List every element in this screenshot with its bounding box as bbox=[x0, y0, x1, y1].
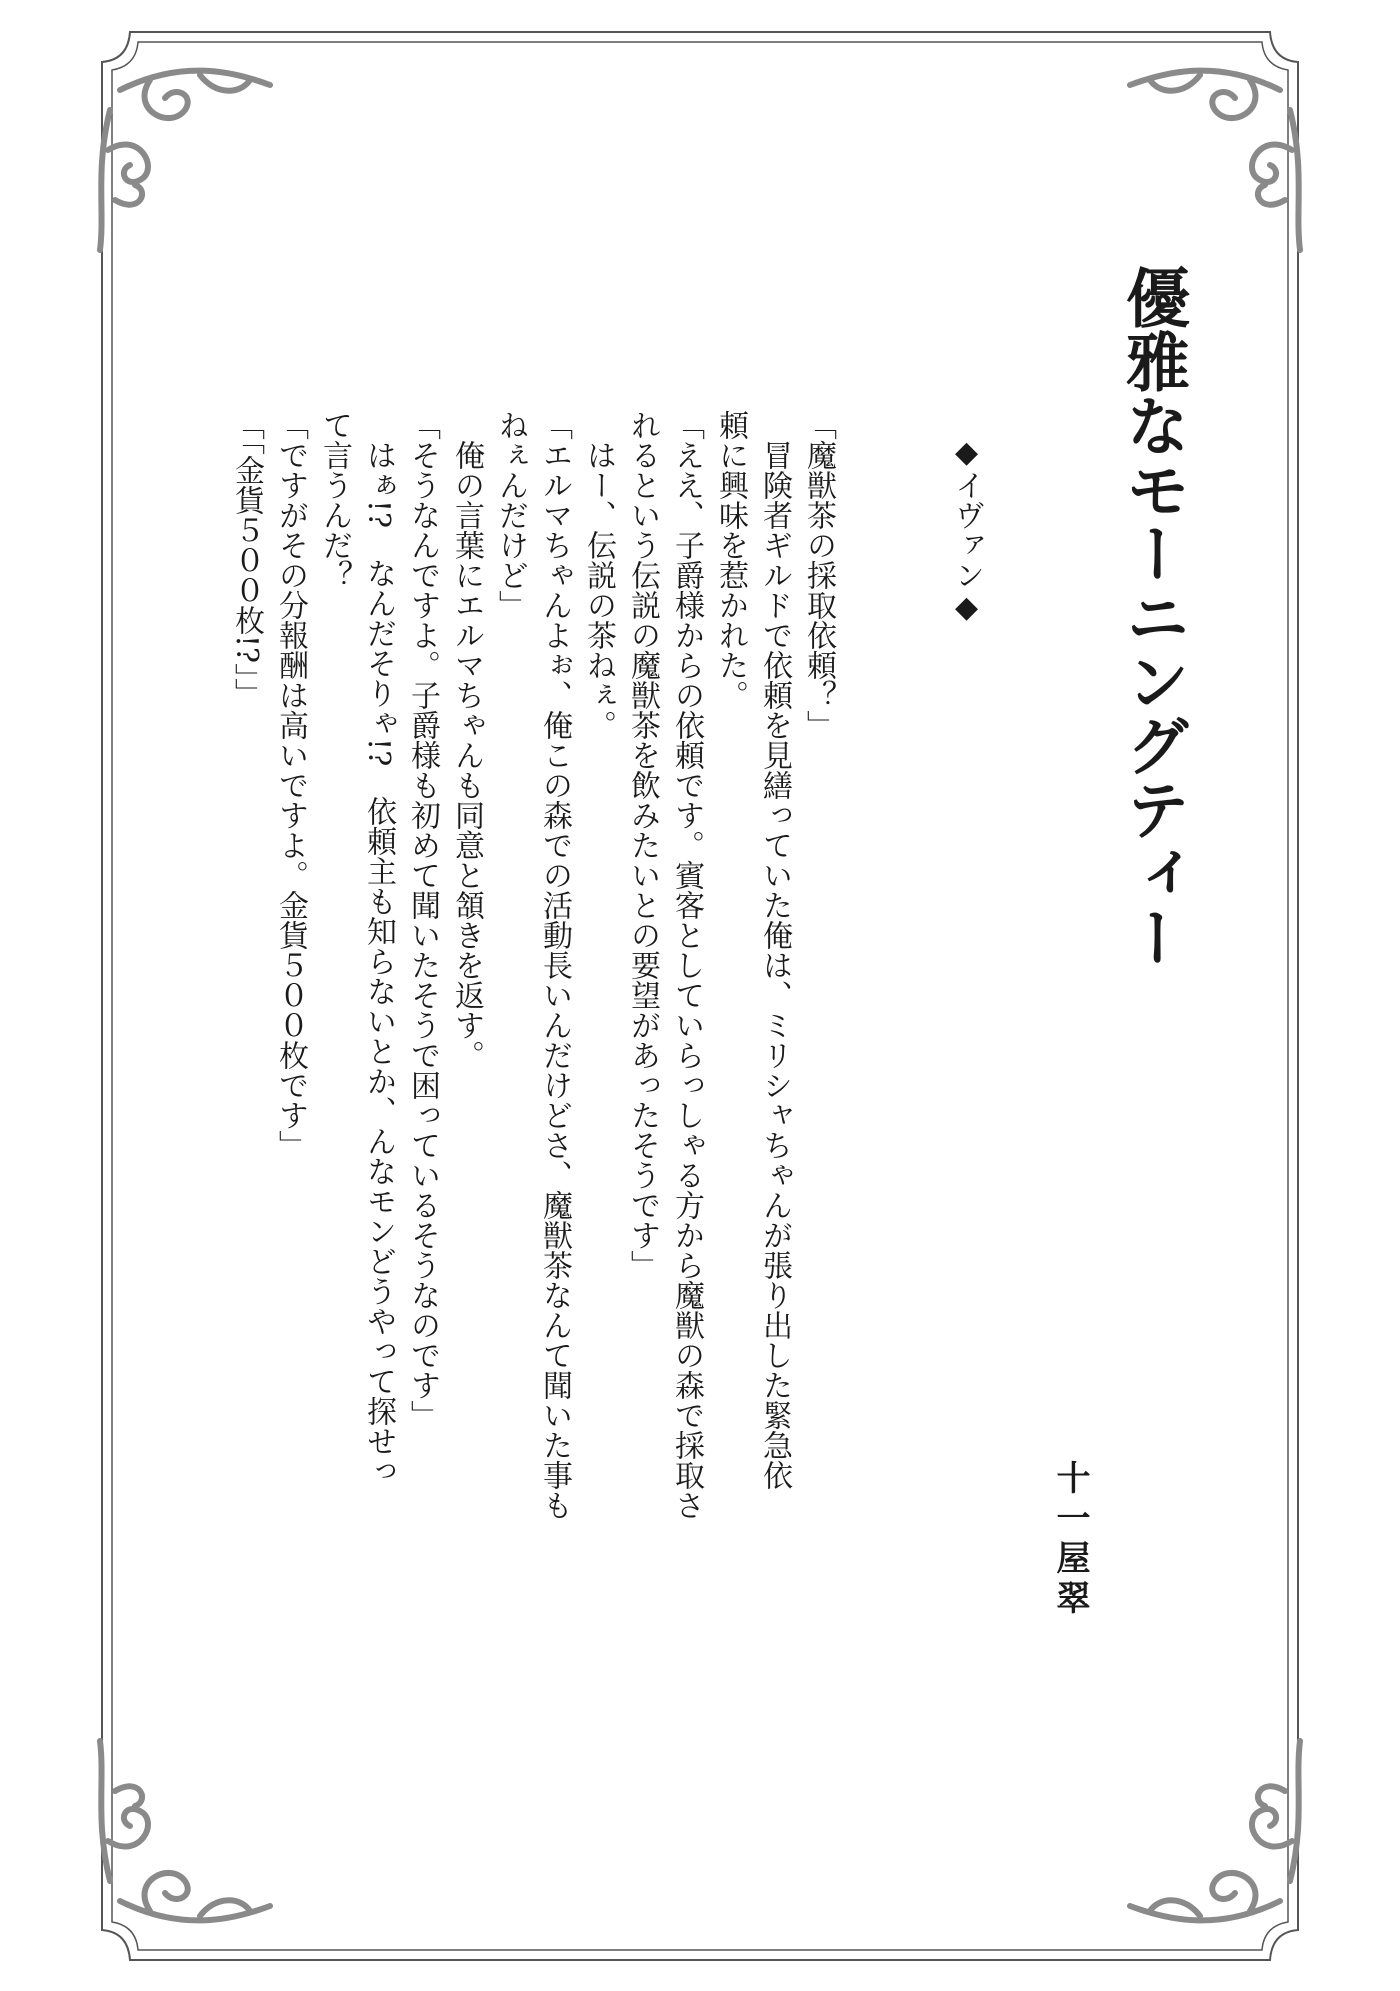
body-line: 俺の言葉にエルマちゃんも同意と頷きを返す。 bbox=[449, 440, 484, 1070]
body-line: はー、伝説の茶ねぇ。 bbox=[581, 440, 616, 740]
body-line: 「魔獣茶の採取依頼？」 bbox=[801, 410, 836, 740]
body-line: れるという伝説の魔獣茶を飲みたいとの要望があったそうです」 bbox=[625, 410, 660, 1280]
section-heading: ◆イヴァン◆ bbox=[949, 435, 984, 625]
body-line: 「ですがその分報酬は高いですよ。金貨５００枚です」 bbox=[273, 410, 308, 1160]
body-line: はぁ!? なんだそりゃ!? 依頼主も知らないとか、んなモンどうやって探せっ bbox=[361, 440, 396, 1487]
corner-ornament-bottom-left bbox=[100, 1741, 270, 1920]
corner-ornament-top-right bbox=[1130, 71, 1300, 250]
story-title: 優雅なモーニングティー bbox=[1115, 265, 1190, 969]
author-name: 十一屋翠 bbox=[1050, 1460, 1090, 1620]
body-line: て言うんだ？ bbox=[317, 410, 352, 590]
body-line: 「そうなんですよ。子爵様も初めて聞いたそうで困っているそうなのです」 bbox=[405, 410, 440, 1430]
corner-ornament-top-left bbox=[100, 71, 270, 250]
body-line: 「「金貨５００枚!?」」 bbox=[229, 410, 264, 709]
corner-ornament-bottom-right bbox=[1130, 1741, 1300, 1920]
body-line: 「ええ、子爵様からの依頼です。賓客としていらっしゃる方から魔獣の森で採取さ bbox=[669, 410, 704, 1520]
body-line: 「エルマちゃんよぉ、俺この森での活動長いんだけどさ、魔獣茶なんて聞いた事も bbox=[537, 410, 572, 1520]
body-line: 頼に興味を惹かれた。 bbox=[713, 410, 748, 710]
body-line: 冒険者ギルドで依頼を見繕っていた俺は、ミリシャちゃんが張り出した緊急依 bbox=[757, 440, 792, 1490]
body-text bbox=[224, 410, 840, 1740]
body-line: ねぇんだけど」 bbox=[493, 410, 528, 620]
